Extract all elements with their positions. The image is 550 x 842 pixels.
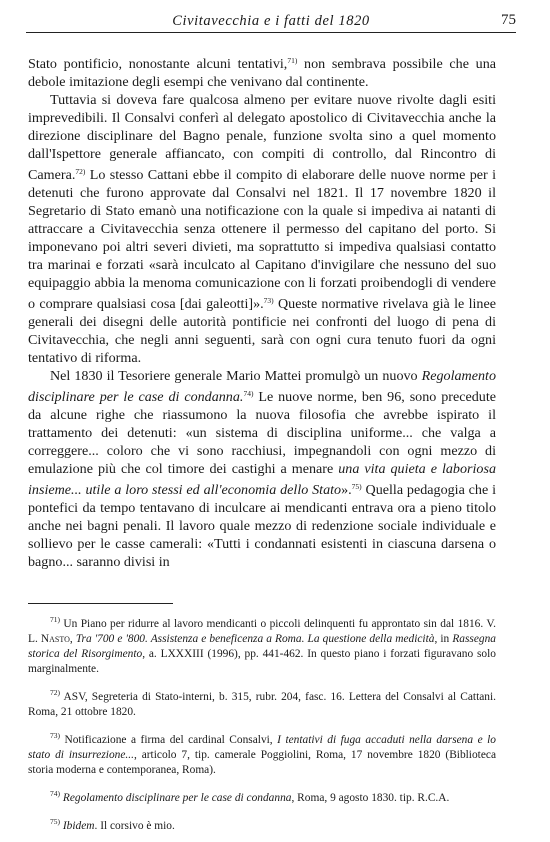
- text-run: ».: [341, 482, 352, 498]
- running-title: Civitavecchia e i fatti del 1820: [172, 13, 370, 29]
- paragraph-2: [28, 91, 496, 367]
- running-header: [26, 10, 516, 33]
- footnotes: [28, 612, 496, 842]
- footnote-number: 75): [50, 817, 60, 826]
- footnote-number: 71): [50, 615, 60, 624]
- footnote-ref-73: 73): [263, 296, 274, 305]
- text-run: ,: [69, 633, 76, 645]
- page-number: 75: [501, 12, 516, 28]
- footnote-ref-71: 71): [287, 56, 298, 65]
- text-run: Stato pontificio, nonostante alcuni tentativi,: [28, 56, 288, 72]
- work-title: I tentativi di fuga accaduti nella darsena e lo stato di insurrezione...: [28, 734, 496, 761]
- text-run: non sembrava possibile che una debole imitazione degli esempi che venivano dal continente.: [28, 56, 497, 90]
- text-run: Queste normative rivelava già le linee generali dei disegni delle autorità pontificie nei confronti del luogo di pena di Civitavecchia, che negli anni seguenti, sarà con ogni cura tenuto fuori da ogni tentativo di riforma.: [28, 296, 496, 366]
- footnote-ref-75: 75): [351, 482, 362, 491]
- footnote-number: 73): [50, 731, 60, 740]
- footnote-71: [28, 612, 496, 677]
- text-run: Lo stesso Cattani ebbe il compito di elaborare delle nuove norme per i detenuti che furono approvate dal Consalvi nel 1821. Il 17 novembre 1820 il Segretario di Stato emanò una notificazione con la quale si impediva ai natanti di attraccare a Civitavecchia senza ottenere il permesso del capitano del porto. Si imponevano poi altri severi divieti, ma soprattutto si impediva qualsiasi contatto tra marinai e forzati «sarà inculcato al Capitano d'invigilare che nessuno del suo equipaggio abbia la menoma comunicazione con li forzati proibendogli di vendere o comprare qualsiasi cosa [dai galeotti]».: [28, 167, 496, 312]
- journal-title: Rassegna storica del Risorgimento: [28, 633, 496, 660]
- footnote-75: [28, 814, 496, 834]
- paragraph-1: [28, 52, 496, 91]
- footnote-number: 72): [50, 688, 60, 697]
- paragraph-3: [28, 367, 496, 571]
- regulation-title: Regolamento disciplinare per le case di condanna.: [28, 368, 496, 405]
- text-run: . Il corsivo è mio.: [94, 820, 175, 832]
- text-run: , Roma, 9 agosto 1830. tip. R.C.A.: [291, 792, 450, 804]
- text-run: , in: [434, 633, 453, 645]
- text-run: , a. LXXXIII (1996), pp. 441-462. In questo piano i forzati figuravano solo marginalmente.: [28, 648, 496, 675]
- work-title: Tra '700 e '800. Assistenza e beneficenza a Roma. La questione della medicità: [75, 633, 435, 645]
- footnote-72: [28, 685, 496, 720]
- work-title: Regolamento disciplinare per le case di condanna: [62, 792, 292, 804]
- text-run: , articolo 7, tip. camerale Poggiolini, Roma, 17 novembre 1820 (Biblioteca storia moderna e contemporanea, Roma).: [28, 749, 497, 776]
- italic-quote: una vita quieta e laboriosa insieme... utile a loro stessi ed all'economia dello Stato: [28, 461, 496, 498]
- text-run: Notificazione a firma del cardinal Consalvi,: [60, 734, 278, 746]
- footnote-number: 74): [50, 789, 60, 798]
- text-run: ASV, Segreteria di Stato-interni, b. 315, rubr. 204, fasc. 16. Lettera del Consalvi al Cattani. Roma, 21 ottobre 1820.: [28, 691, 496, 718]
- footnote-74: [28, 786, 496, 806]
- footnote-73: [28, 728, 496, 778]
- text-run: Nel 1830 il Tesoriere generale Mario Mattei promulgò un nuovo: [50, 368, 422, 384]
- text-run: Le nuove norme, ben 96, sono precedute da alcune righe che riassumono la nuova filosofia che avrebbe ispirato il trattamento dei detenuti: «un sistema di disciplina uniforme... che valga a correggere... coloro che vi sono racchiusi, impegnandoli con ogni mezzo di emulazione più che col timore dei castighi a menare: [28, 389, 496, 477]
- main-text: [28, 52, 496, 571]
- text-run: Un Piano per ridurre al lavoro mendicanti o piccoli delinquenti fu approntato sin dal 1816. V. L.: [28, 618, 496, 645]
- footnote-separator: [28, 603, 173, 604]
- text-run: Quella pedagogia che i pontefici da tempo tentavano di inculcare ai mendicanti entrava ora a pieno titolo anche nei bagni penali. Il lavoro quale mezzo di redenzione sociale individuale e sollievo per le casse camerali: «Tutti i condannati esistenti in ciascuna darsena o bagno... saranno divisi in: [28, 482, 496, 570]
- text-run: Tuttavia si doveva fare qualcosa almeno per evitare nuove rivolte dagli esiti imprevedibili. Il Consalvi conferì al delegato apostolico di Civitavecchia anche la direzione disciplinare del Bagno penale, funzione svolta sino a quel momento dall'Ispettore generale affiancato, con compiti di controllo, dal Rincontro di Camera.: [28, 92, 496, 183]
- author-name: Nasto: [40, 633, 70, 645]
- work-title: Ibidem: [62, 820, 95, 832]
- footnote-ref-72: 72): [75, 167, 86, 176]
- footnote-ref-74: 74): [243, 389, 254, 398]
